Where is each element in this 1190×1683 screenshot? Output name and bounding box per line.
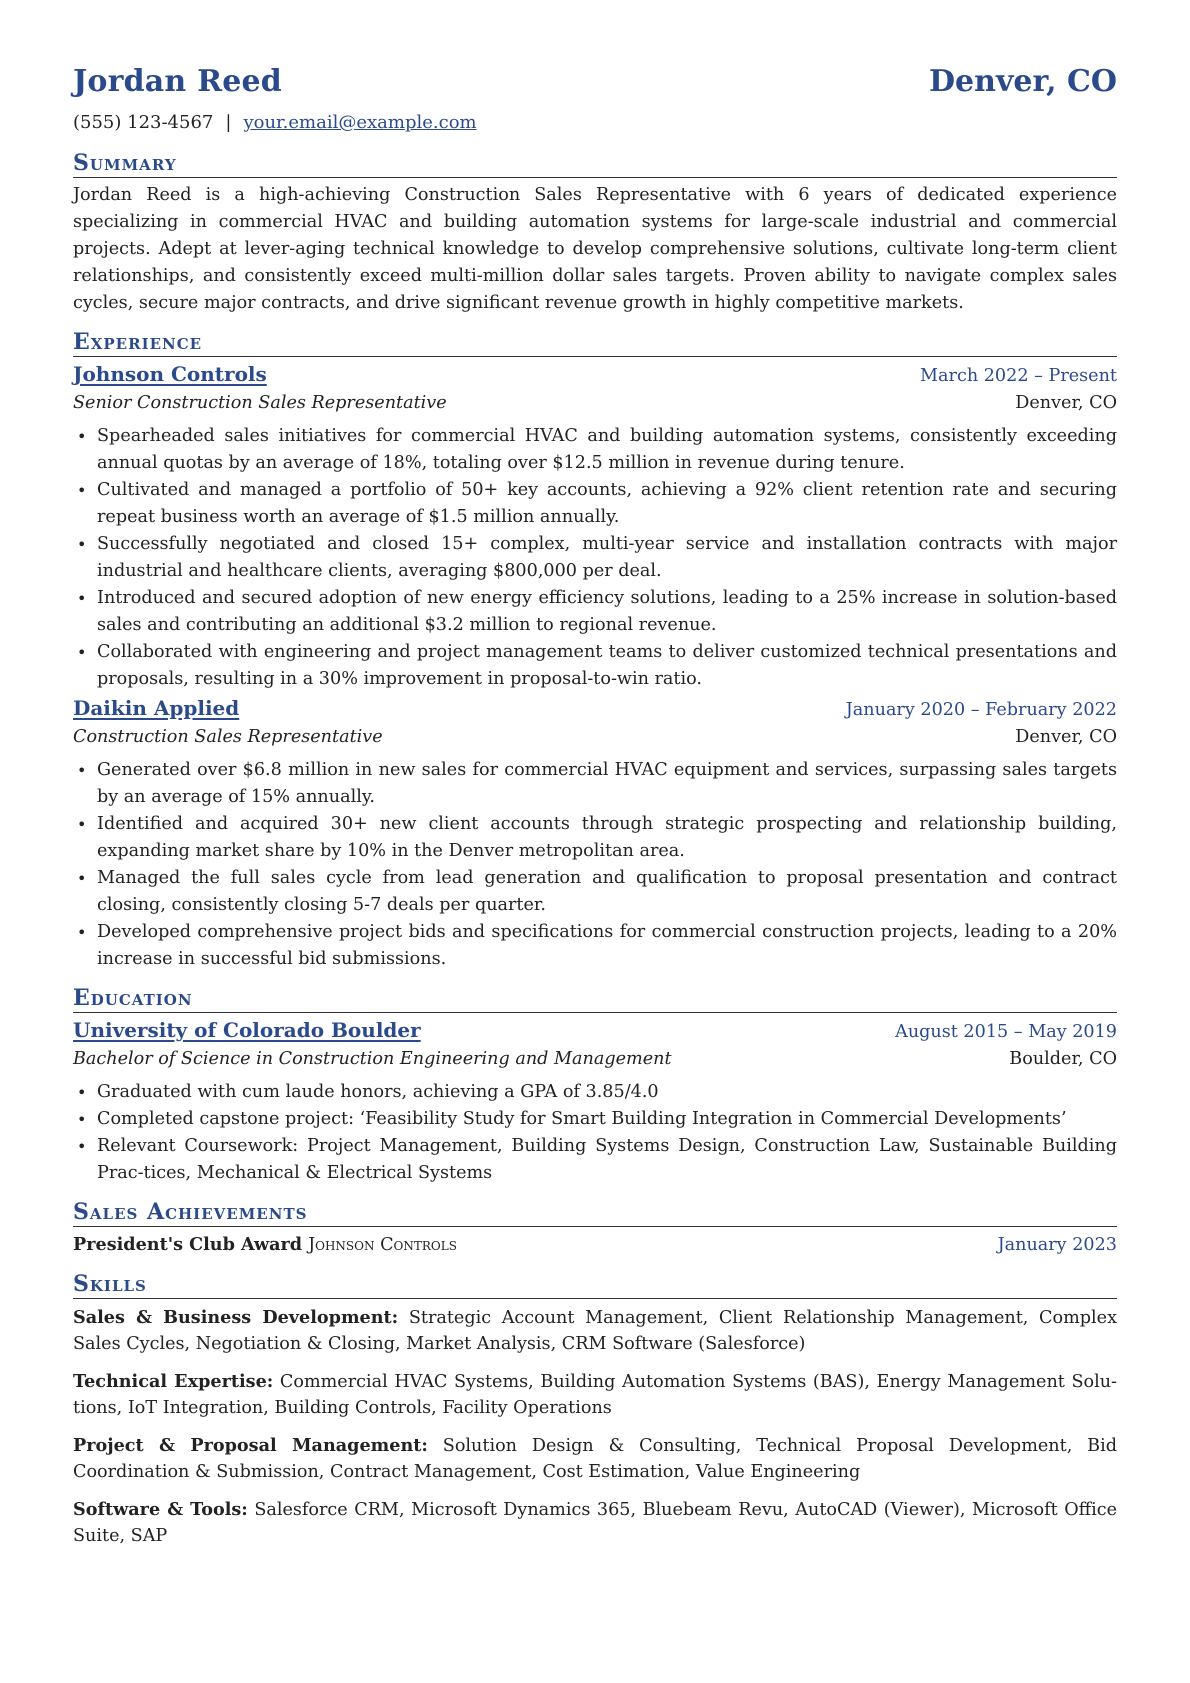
section-title-education: Education bbox=[73, 985, 1117, 1013]
skill-label: Technical Expertise: bbox=[73, 1371, 274, 1392]
award-title: President's Club Award bbox=[73, 1234, 303, 1255]
skills-list bbox=[73, 1305, 1117, 1549]
bullet-item: • Managed the full sales cycle from lead generation and qualification to proposal presentation and contract closing, consistently closing 5-7 deals per quarter. bbox=[97, 865, 1117, 919]
bullet-item: • Identified and acquired 30+ new client accounts through strategic prospecting and relationship building, expanding market share by 10% in the Denver metropolitan area. bbox=[97, 811, 1117, 865]
skill-items: Commercial HVAC Systems, Building Automation Systems (BAS), Energy Management Solu-tions, IoT Integration, Building Controls, Facility Operations bbox=[73, 1372, 1117, 1418]
education-bullets bbox=[73, 1079, 1117, 1187]
bullet-item: • Relevant Coursework: Project Management, Building Systems Design, Construction Law, Sustainable Building Prac-tices, Mechanical & Electrical Systems bbox=[97, 1133, 1117, 1187]
skill-label: Project & Proposal Management: bbox=[73, 1435, 428, 1456]
section-title-achievements: Sales Achievements bbox=[73, 1199, 1117, 1227]
phone-number: (555) 123-4567 bbox=[73, 112, 214, 133]
candidate-name: Jordan Reed bbox=[73, 64, 282, 99]
skill-group bbox=[73, 1305, 1117, 1357]
candidate-location: Denver, CO bbox=[929, 64, 1117, 99]
skill-items: Salesforce CRM, Microsoft Dynamics 365, Bluebeam Revu, AutoCAD (Viewer), Microsoft Office Suite, SAP bbox=[73, 1500, 1118, 1546]
skill-label: Sales & Business Development: bbox=[73, 1307, 399, 1328]
email-link[interactable]: your.email@example.com bbox=[243, 112, 477, 133]
skill-group bbox=[73, 1369, 1117, 1421]
job-dates: January 2020 – February 2022 bbox=[845, 700, 1117, 720]
job-entry-johnson-controls bbox=[73, 361, 1117, 693]
bullet-item: • Collaborated with engineering and project management teams to deliver customized technical presentations and proposals, resulting in a 30% improvement in proposal-to-win ratio. bbox=[97, 639, 1117, 693]
contact-separator: | bbox=[225, 112, 232, 133]
skill-group bbox=[73, 1497, 1117, 1549]
skill-items: Strategic Account Management, Client Relationship Management, Complex Sales Cycles, Negotiation & Closing, Market Analysis, CRM Software (Salesforce) bbox=[73, 1308, 1117, 1354]
school-location: Boulder, CO bbox=[1009, 1049, 1117, 1069]
job-dates: March 2022 – Present bbox=[920, 366, 1117, 386]
job-bullets bbox=[73, 757, 1117, 973]
school-name[interactable]: University of Colorado Boulder bbox=[73, 1018, 421, 1042]
job-company[interactable]: Johnson Controls bbox=[73, 362, 267, 386]
job-role: Construction Sales Representative bbox=[73, 727, 383, 747]
bullet-item: • Developed comprehensive project bids and specifications for commercial construction projects, leading to a 20% increase in successful bid submissions. bbox=[97, 919, 1117, 973]
award-org: Johnson Controls bbox=[308, 1235, 457, 1255]
achievement-entry bbox=[73, 1231, 1117, 1259]
job-entry-daikin-applied bbox=[73, 695, 1117, 973]
bullet-item: • Graduated with cum laude honors, achieving a GPA of 3.85/4.0 bbox=[97, 1079, 1117, 1106]
summary-text: Jordan Reed is a high-achieving Construction Sales Representative with 6 years of dedicated experience specializing in commercial HVAC and building automation systems for large-scale industrial and commercial projects. Adept at lever-aging technical knowledge to develop comprehensive solutions, cultivate long-term client relationships, and consistently exceed multi-million dollar sales targets. Proven ability to navigate complex sales cycles, secure major contracts, and drive significant revenue growth in highly competitive markets. bbox=[73, 185, 1117, 313]
resume-header bbox=[73, 64, 1117, 108]
award-date: January 2023 bbox=[997, 1235, 1117, 1255]
bullet-item: • Introduced and secured adoption of new energy efficiency solutions, leading to a 25% increase in solution-based sales and contributing an additional $3.2 million to regional revenue. bbox=[97, 585, 1117, 639]
bullet-item: • Successfully negotiated and closed 15+ complex, multi-year service and installation contracts with major industrial and healthcare clients, averaging $800,000 per deal. bbox=[97, 531, 1117, 585]
bullet-item: • Cultivated and managed a portfolio of 50+ key accounts, achieving a 92% client retention rate and securing repeat business worth an average of $1.5 million annually. bbox=[97, 477, 1117, 531]
skill-group bbox=[73, 1433, 1117, 1485]
skill-items: Solution Design & Consulting, Technical Proposal Development, Bid Coordination & Submission, Contract Management, Cost Estimation, Value Engineering bbox=[73, 1436, 1118, 1482]
bullet-item: • Generated over $6.8 million in new sales for commercial HVAC equipment and services, surpassing sales targets by an average of 15% annually. bbox=[97, 757, 1117, 811]
bullet-item: • Completed capstone project: ‘Feasibility Study for Smart Building Integration in Commercial Developments’ bbox=[97, 1106, 1117, 1133]
job-company[interactable]: Daikin Applied bbox=[73, 696, 240, 720]
bullet-item: • Spearheaded sales initiatives for commercial HVAC and building automation systems, consistently exceeding annual quotas by an average of 18%, totaling over $12.5 million in revenue during tenure. bbox=[97, 423, 1117, 477]
skill-label: Software & Tools: bbox=[73, 1499, 248, 1520]
section-title-skills: Skills bbox=[73, 1271, 1117, 1299]
section-title-experience: Experience bbox=[73, 329, 1117, 357]
job-location: Denver, CO bbox=[1015, 393, 1117, 413]
education-entry bbox=[73, 1017, 1117, 1187]
section-title-summary: Summary bbox=[73, 150, 1117, 178]
job-bullets bbox=[73, 423, 1117, 693]
degree: Bachelor of Science in Construction Engineering and Management bbox=[73, 1049, 672, 1069]
education-dates: August 2015 – May 2019 bbox=[895, 1022, 1117, 1042]
job-location: Denver, CO bbox=[1015, 727, 1117, 747]
job-role: Senior Construction Sales Representative bbox=[73, 393, 447, 413]
contact-line bbox=[73, 112, 1117, 138]
